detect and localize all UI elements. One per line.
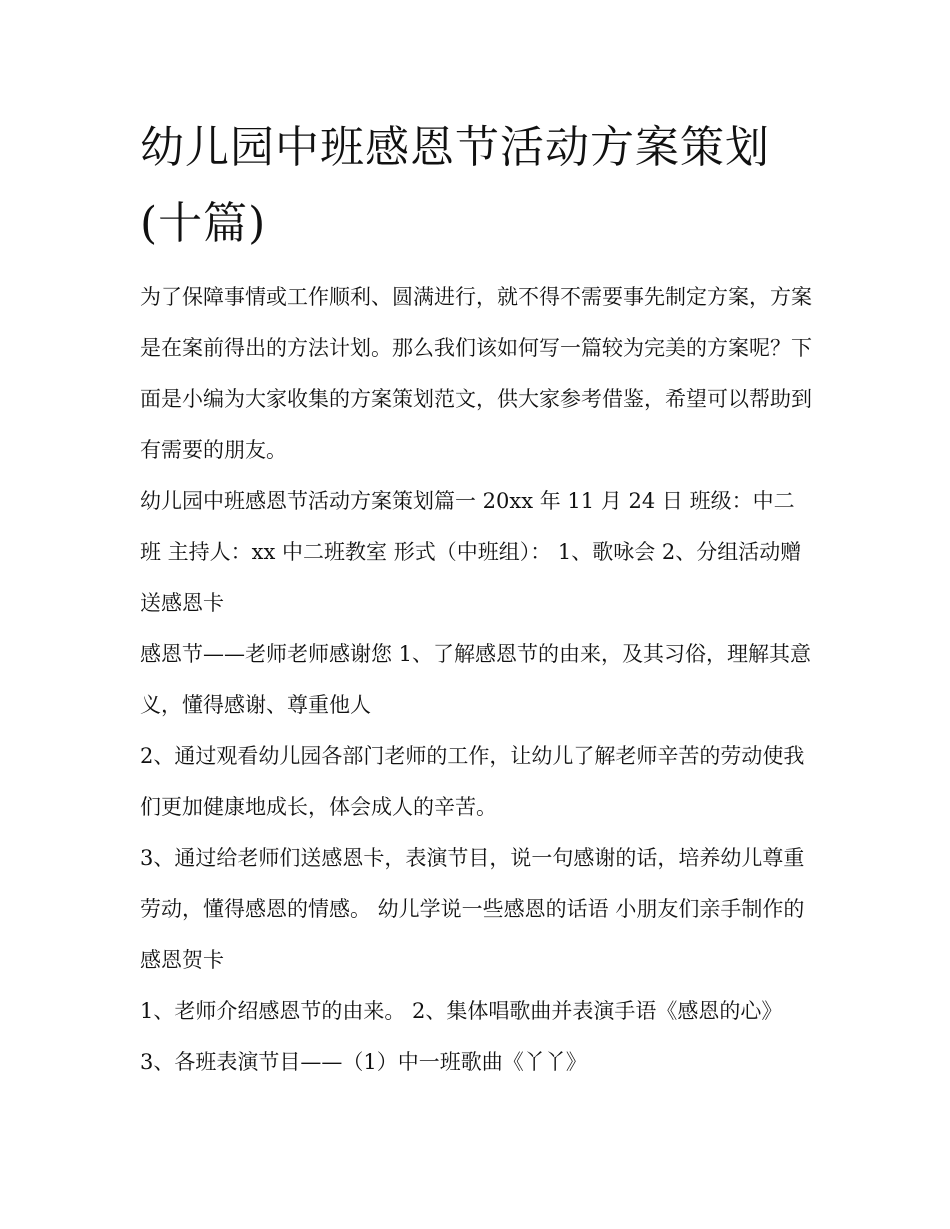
document-title: 幼儿园中班感恩节活动方案策划(十篇) xyxy=(140,122,770,249)
paragraph-goal-one: 感恩节——老师老师感谢您 1、了解感恩节的由来，及其习俗，理解其意义，懂得感谢、尊重他人 xyxy=(140,642,812,717)
paragraph-goal-three: 3、通过给老师们送感恩卡，表演节目，说一句感谢的话，培养幼儿尊重劳动，懂得感恩的情感。 幼儿学说一些感恩的话语 小朋友们亲手制作的感恩贺卡 xyxy=(140,846,805,972)
paragraph-plan-one-info: 幼儿园中班感恩节活动方案策划篇一 20xx 年 11 月 24 日 班级：中二班 主持人：xx 中二班教室 形式（中班组）： 1、歌咏会 2、分组活动赠送感恩卡 xyxy=(140,489,802,615)
paragraph-process: 1、老师介绍感恩节的由来。 2、集体唱歌曲并表演手语《感恩的心》 3、各班表演节目——（1）中一班歌曲《丫丫》 xyxy=(140,999,783,1074)
paragraph-intro: 为了保障事情或工作顺利、圆满进行，就不得不需要事先制定方案，方案是在案前得出的方法计划。那么我们该如何写一篇较为完美的方案呢？下面是小编为大家收集的方案策划范文，供大家参考借鉴，希望可以帮助到有需要的朋友。 xyxy=(140,285,812,462)
document-body xyxy=(140,110,815,1088)
paragraph-goal-two: 2、通过观看幼儿园各部门老师的工作，让幼儿了解老师辛苦的劳动使我们更加健康地成长，体会成人的辛苦。 xyxy=(140,744,805,819)
